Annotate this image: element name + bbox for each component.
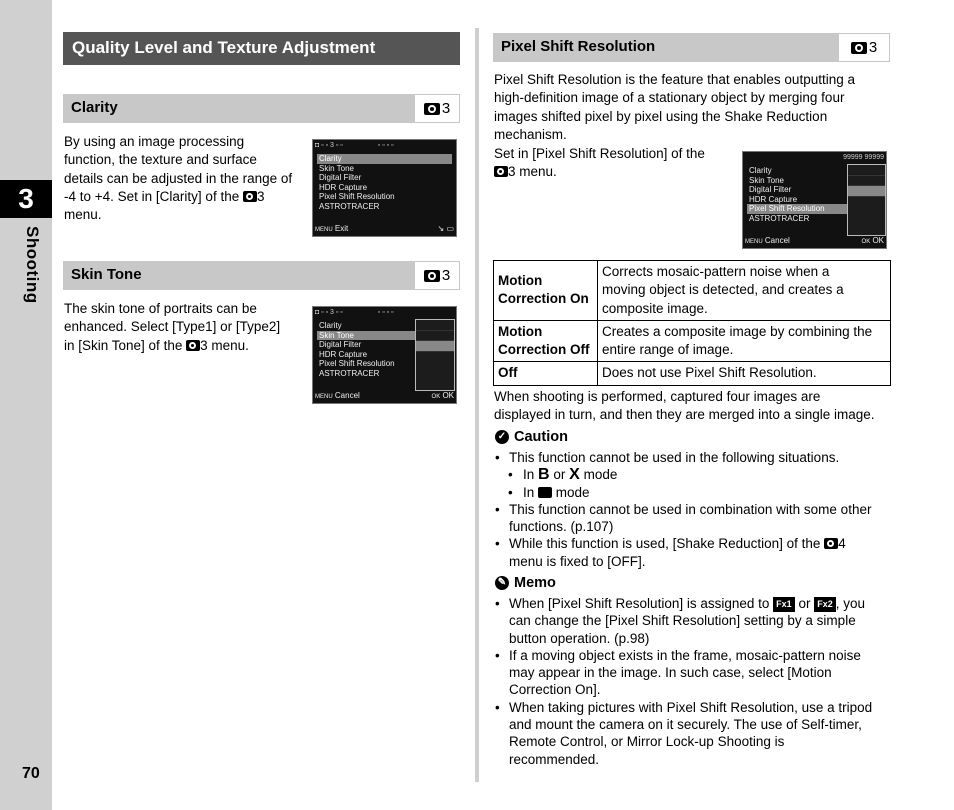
key-label: MENU — [745, 239, 763, 245]
pixel-shift-options-table — [493, 260, 891, 386]
text-line: Correction Off — [498, 342, 590, 358]
skin-tone-heading — [63, 261, 460, 290]
movie-mode-icon — [538, 487, 552, 498]
text-fragment: This function cannot be used in the following situations. — [509, 450, 840, 465]
caution-title: Caution — [514, 429, 568, 445]
list-item — [494, 466, 894, 483]
menu-item: HDR Capture — [319, 349, 368, 359]
list-item — [494, 535, 894, 570]
menu-tabs: ◘ ▫ ▫ 3 ▫ ▫ ▫ ▫ ▫ ▫ — [315, 142, 394, 149]
text-fragment: functions. (p.107) — [509, 519, 614, 535]
text-fragment: While this function is used, [Shake Reduction] of the — [509, 536, 821, 552]
popup-option — [848, 176, 885, 187]
popup-option — [416, 341, 454, 352]
menu-item: Skin Tone — [317, 331, 452, 341]
text-line: Motion — [498, 323, 543, 339]
text-line: moving object is detected, and creates a — [602, 282, 844, 298]
chapter-sidebar — [0, 0, 52, 810]
option-name — [494, 320, 598, 362]
text-line: Set in [Pixel Shift Resolution] of the — [494, 146, 705, 161]
skin-tone-title: Skin Tone — [71, 266, 142, 283]
text-fragment: , you — [835, 596, 866, 611]
text-fragment: or — [798, 596, 811, 611]
text-line: composite image. — [602, 300, 708, 316]
camera-icon — [851, 42, 867, 54]
key-label: OK — [861, 239, 871, 245]
menu-ref-number: 3 — [441, 267, 451, 284]
option-description — [598, 362, 891, 385]
text-line: high-definition image of a stationary object by merging four — [494, 90, 845, 106]
text-fragment: This function cannot be used in combination with some other — [509, 501, 872, 517]
text-line: The skin tone of portraits can be — [64, 301, 257, 316]
option-popup — [415, 319, 455, 391]
bulb-mode-icon: B — [538, 466, 550, 484]
option-name — [494, 362, 598, 385]
chapter-number: 3 — [0, 180, 52, 218]
key-label: MENU — [315, 227, 333, 233]
text-fragment: mode — [583, 467, 618, 483]
table-row — [494, 362, 891, 385]
menu-item: Digital Filter — [319, 340, 362, 350]
menu-footer — [315, 391, 454, 401]
menu-item: ASTROTRACER — [319, 368, 380, 378]
footer-action: Cancel — [334, 391, 360, 400]
list-item — [494, 595, 894, 647]
page-number: 70 — [22, 765, 40, 782]
caution-icon: ✓ — [495, 430, 509, 444]
text-line: Motion — [498, 273, 543, 289]
text-fragment: or — [553, 467, 566, 483]
menu-ref-number: 3 — [441, 100, 451, 117]
text-line: mechanism. — [494, 126, 567, 142]
caution-list — [494, 449, 894, 570]
menu-footer — [745, 236, 884, 246]
clarity-title: Clarity — [71, 99, 118, 116]
menu-item: Skin Tone — [749, 175, 784, 185]
fx1-button-icon: Fx1 — [773, 597, 795, 612]
fx2-button-icon: Fx2 — [814, 597, 836, 612]
text-fragment: -4 to +4. Set in [Clarity] of the — [64, 188, 240, 204]
footer-action: Cancel — [764, 236, 790, 245]
text-fragment: 3 menu. — [508, 164, 557, 180]
popup-option — [848, 186, 885, 197]
frame-counters — [745, 154, 884, 164]
text-line: displayed in turn, and then they are merged into a single image. — [494, 406, 875, 422]
list-item — [494, 699, 894, 768]
chapter-label: Shooting — [23, 226, 42, 304]
text-fragment: can change the [Pixel Shift Resolution] setting by a simple — [509, 613, 856, 629]
menu-item: Clarity — [749, 166, 772, 175]
text-fragment: menu is fixed to [OFF]. — [509, 553, 646, 569]
pixel-shift-menu-screenshot — [742, 151, 887, 249]
text-fragment: mode — [555, 484, 590, 500]
memo-heading — [495, 575, 556, 591]
camera-icon — [186, 340, 200, 351]
menu-items — [317, 154, 452, 212]
text-line: When shooting is performed, captured four images are — [494, 389, 821, 404]
text-line — [64, 188, 304, 206]
text-fragment: and mount the camera on it securely. The use of Self-timer, — [509, 717, 862, 733]
text-fragment: 3 menu. — [200, 337, 249, 353]
text-fragment: When [Pixel Shift Resolution] is assigned to — [509, 596, 770, 611]
menu-item: ASTROTRACER — [319, 201, 380, 211]
memo-title: Memo — [514, 575, 556, 591]
camera-icon — [424, 270, 440, 282]
text-fragment: may appear in the image. In such case, select [Motion — [509, 665, 832, 681]
text-line: Creates a composite image by combining the — [602, 323, 873, 339]
text-line — [64, 337, 304, 355]
counter: 99999 — [843, 154, 863, 161]
menu-item: Skin Tone — [319, 163, 354, 173]
menu-item: Clarity — [319, 321, 342, 330]
pixel-shift-title: Pixel Shift Resolution — [501, 38, 656, 55]
text-line: details can be adjusted in the range of — [64, 170, 293, 186]
menu-item: HDR Capture — [749, 194, 798, 204]
text-fragment: Correction On]. — [509, 682, 601, 698]
column-divider — [475, 28, 479, 782]
text-line: function, the texture and surface — [64, 152, 257, 168]
text-fragment: If a moving object exists in the frame, mosaic-pattern noise — [509, 647, 861, 663]
text-line: Does not use Pixel Shift Resolution. — [602, 365, 817, 381]
menu-item: Clarity — [317, 154, 452, 164]
menu-item: HDR Capture — [319, 182, 368, 192]
menu-item: Pixel Shift Resolution — [319, 359, 395, 369]
text-line: menu. — [64, 207, 102, 223]
list-item — [494, 501, 894, 536]
skin-tone-description — [64, 300, 304, 355]
after-table-text — [494, 388, 894, 423]
text-fragment: In — [523, 484, 535, 500]
option-name — [494, 261, 598, 321]
text-fragment: In — [523, 467, 535, 483]
popup-option — [848, 165, 885, 176]
popup-option — [416, 320, 454, 331]
skin-tone-menu-screenshot — [312, 306, 457, 404]
text-fragment: 3 — [256, 188, 265, 204]
section-title: Quality Level and Texture Adjustment — [63, 32, 460, 65]
text-fragment: When taking pictures with Pixel Shift Resolution, use a tripod — [509, 699, 873, 715]
text-fragment: button operation. (p.98) — [509, 630, 650, 646]
table-row — [494, 261, 891, 321]
menu-item: Digital Filter — [319, 173, 362, 183]
footer-action: Exit — [334, 224, 349, 233]
option-popup — [847, 164, 886, 236]
text-line: Correction On — [498, 291, 589, 307]
text-line: images shifted pixel by pixel using the Shake Reduction — [494, 108, 828, 124]
list-item — [494, 484, 894, 501]
text-line — [494, 163, 734, 181]
clarity-description — [64, 133, 304, 224]
counter: 99999 — [864, 154, 884, 161]
flash-x-mode-icon: X — [569, 466, 580, 484]
popup-option — [416, 331, 454, 342]
memo-icon: ✎ — [495, 576, 509, 590]
camera-icon — [494, 166, 508, 177]
text-fragment: recommended. — [509, 751, 600, 767]
menu-ref-number: 3 — [868, 39, 878, 56]
list-item — [494, 647, 894, 699]
key-label: OK — [431, 394, 441, 400]
text-line: entire range of image. — [602, 342, 734, 358]
option-description — [598, 320, 891, 362]
caution-heading — [495, 429, 568, 445]
clarity-menu-ref — [415, 95, 459, 122]
menu-item: Digital Filter — [749, 185, 792, 195]
camera-icon — [824, 538, 838, 549]
menu-item: ASTROTRACER — [749, 213, 810, 223]
memo-list — [494, 595, 894, 768]
pixel-shift-menu-ref — [839, 34, 889, 61]
camera-icon — [424, 103, 440, 115]
text-line: Corrects mosaic-pattern noise when a — [602, 264, 830, 279]
text-line: enhanced. Select [Type1] or [Type2] — [64, 319, 281, 335]
text-fragment: in [Skin Tone] of the — [64, 337, 183, 353]
footer-action: OK — [872, 236, 884, 245]
table-row — [494, 320, 891, 362]
pixel-shift-set-in — [494, 145, 734, 182]
menu-item: Pixel Shift Resolution — [747, 204, 882, 214]
menu-tabs: ◘ ▫ ▫ 3 ▫ ▫ ▫ ▫ ▫ ▫ — [315, 309, 394, 316]
menu-footer: MENU Exit ↘ ▭ — [315, 224, 454, 233]
text-line: Off — [498, 365, 518, 381]
pixel-shift-heading — [493, 33, 890, 62]
clarity-heading — [63, 94, 460, 123]
text-line: Pixel Shift Resolution is the feature that enables outputting a — [494, 72, 855, 87]
clarity-menu-screenshot — [312, 139, 457, 237]
skin-tone-menu-ref — [415, 262, 459, 289]
key-label: MENU — [315, 394, 333, 400]
list-item — [494, 449, 894, 466]
pixel-shift-intro — [494, 71, 894, 144]
text-fragment: 4 — [838, 536, 846, 552]
text-line: By using an image processing — [64, 134, 245, 149]
menu-item: Pixel Shift Resolution — [319, 192, 395, 202]
text-fragment: Remote Control, or Mirror Lock-up Shooting is — [509, 734, 785, 750]
option-description — [598, 261, 891, 321]
footer-action: OK — [442, 391, 454, 400]
camera-icon — [243, 191, 257, 202]
